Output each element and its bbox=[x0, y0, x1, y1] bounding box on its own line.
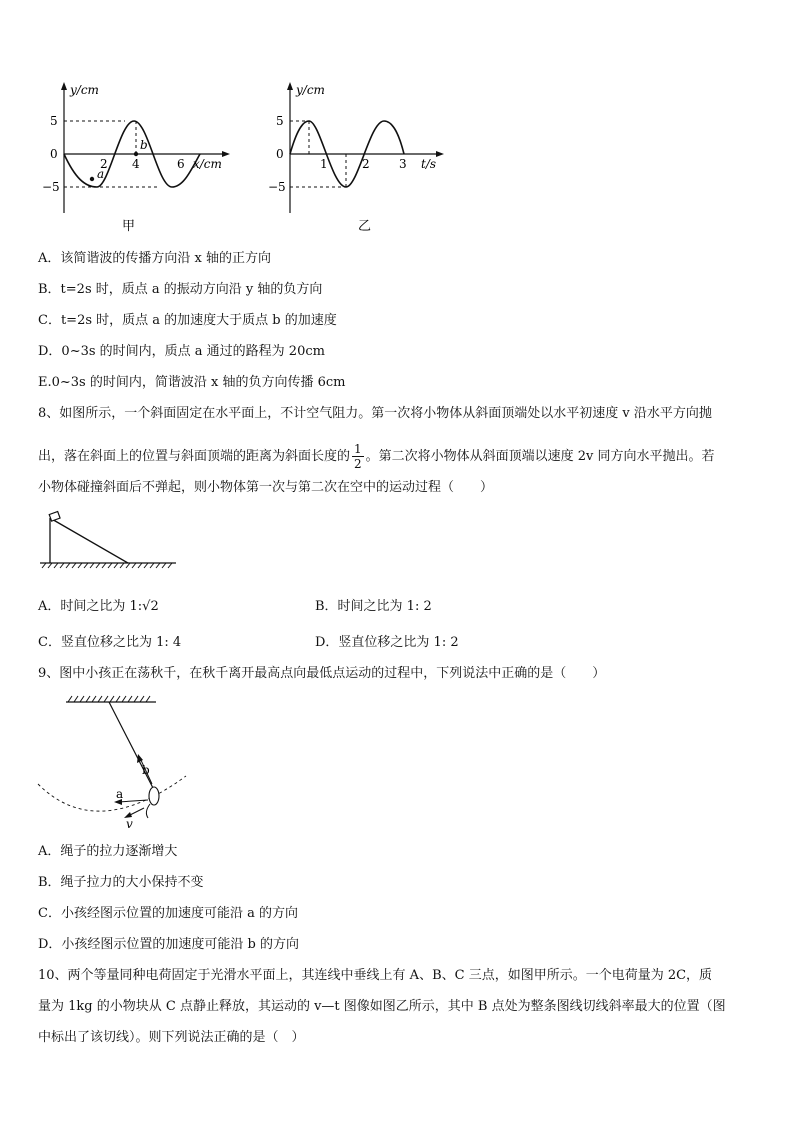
swing-label-b: b bbox=[142, 763, 150, 777]
swing-figure bbox=[36, 692, 196, 832]
yi-y-axis-label: y/cm bbox=[296, 83, 325, 97]
q8-option-b: B．时间之比为 1: 2 bbox=[315, 599, 432, 614]
incline-figure bbox=[36, 510, 186, 576]
yi-x-tick: 3 bbox=[399, 157, 407, 171]
q7-option-e: E.0~3s 的时间内，简谐波沿 x 轴的负方向传播 6cm bbox=[38, 375, 346, 390]
vibration-graph-yi bbox=[258, 78, 458, 236]
q8-stem-line3: 小物体碰撞斜面后不弹起，则小物体第一次与第二次在空中的运动过程（ ） bbox=[38, 480, 494, 495]
jia-y-tick: 0 bbox=[50, 147, 58, 161]
q8-stem-line1: 8、如图所示，一个斜面固定在水平面上，不计空气阻力。第一次将小物体从斜面顶端处以水平初速度 v 沿水平方向抛 bbox=[38, 406, 712, 421]
q8-stem-line2-pre: 出，落在斜面上的位置与斜面顶端的距离为斜面长度的 bbox=[38, 449, 351, 464]
q8-option-a-math: 1:√2 bbox=[129, 599, 159, 614]
jia-y-axis-label: y/cm bbox=[70, 83, 99, 97]
q10-stem-line3: 中标出了该切线）。则下列说法正确的是（ ） bbox=[38, 1030, 305, 1045]
swing-label-a: a bbox=[116, 787, 124, 801]
jia-x-tick: 6 bbox=[177, 157, 185, 171]
jia-x-axis-label: x/cm bbox=[193, 157, 222, 171]
q9-option-b: B．绳子拉力的大小保持不变 bbox=[38, 875, 204, 890]
jia-caption: 甲 bbox=[122, 219, 136, 234]
yi-x-tick: 1 bbox=[320, 157, 328, 171]
q7-option-c: C．t=2s 时，质点 a 的加速度大于质点 b 的加速度 bbox=[38, 313, 337, 328]
q8-stem-line2 bbox=[38, 442, 715, 471]
q7-option-a: A．该简谐波的传播方向沿 x 轴的正方向 bbox=[38, 251, 271, 266]
one-half-fraction: $\frac{1}{2}$ bbox=[354, 442, 362, 471]
yi-y-tick: 0 bbox=[276, 147, 284, 161]
q10-stem-line2: 量为 1kg 的小物块从 C 点静止释放，其运动的 v—t 图像如图乙所示，其中 B 点处为整条图线切线斜率最大的位置（图 bbox=[38, 999, 726, 1014]
jia-x-tick: 4 bbox=[132, 157, 140, 171]
jia-y-tick: 5 bbox=[50, 114, 58, 128]
yi-y-tick: 5 bbox=[276, 114, 284, 128]
point-b-label: b bbox=[140, 138, 148, 152]
point-a-label: a bbox=[97, 167, 105, 181]
yi-x-tick: 2 bbox=[362, 157, 370, 171]
swing-label-v: v bbox=[126, 817, 133, 831]
yi-y-tick: −5 bbox=[268, 180, 286, 194]
q8-stem-line2-post: 。第二次将小物体从斜面顶端以速度 2v 同方向水平抛出。若 bbox=[365, 449, 715, 464]
jia-x-tick: 2 bbox=[100, 157, 108, 171]
q7-option-d: D．0~3s 的时间内，质点 a 通过的路程为 20cm bbox=[38, 344, 325, 359]
q9-option-a: A．绳子的拉力逐渐增大 bbox=[38, 844, 178, 859]
q8-option-a: A．时间之比为 1:√2 bbox=[38, 599, 159, 614]
yi-x-axis-label: t/s bbox=[421, 157, 437, 171]
q10-stem-line1: 10、两个等量同种电荷固定于光滑水平面上，其连线中垂线上有 A、B、C 三点，如图甲所示。一个电荷量为 2C，质 bbox=[38, 968, 713, 983]
q7-option-b: B．t=2s 时，质点 a 的振动方向沿 y 轴的负方向 bbox=[38, 282, 323, 297]
q8-option-c: C．竖直位移之比为 1: 4 bbox=[38, 635, 182, 650]
wave-graph-jia bbox=[30, 78, 240, 236]
q9-option-d: D．小孩经图示位置的加速度可能沿 b 的方向 bbox=[38, 937, 300, 952]
jia-y-tick: −5 bbox=[42, 180, 60, 194]
yi-caption: 乙 bbox=[358, 219, 372, 234]
q8-option-d: D．竖直位移之比为 1: 2 bbox=[315, 635, 459, 650]
q9-option-c: C．小孩经图示位置的加速度可能沿 a 的方向 bbox=[38, 906, 298, 921]
q9-stem: 9、图中小孩正在荡秋千，在秋千离开最高点向最低点运动的过程中，下列说法中正确的是（ ） bbox=[38, 666, 606, 681]
